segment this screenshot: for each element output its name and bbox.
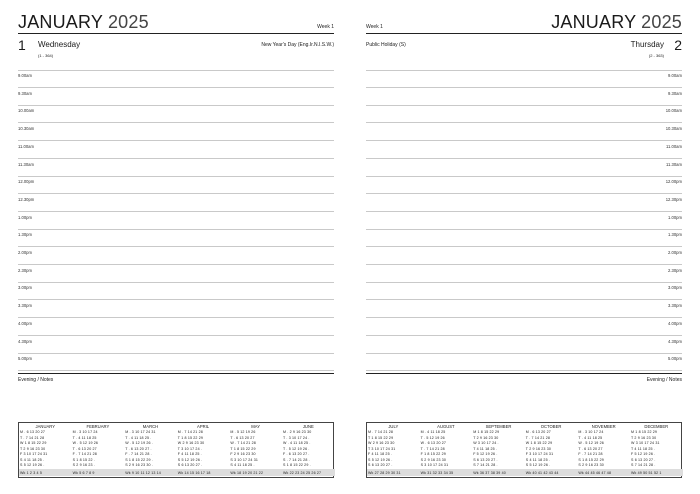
time-slot-line[interactable] [366,246,682,247]
time-slot-line[interactable] [18,211,334,212]
mini-month-name: FEBRUARY [86,424,110,429]
mini-month-week-row: F 4 11 18 25 . [368,452,393,456]
mini-month-week-row: T 4 11 18 25 . [473,446,498,451]
time-slot-line[interactable] [18,176,334,177]
time-slot-line[interactable] [366,122,682,123]
mini-month-week-row: F . 6 13 20 27 . [283,452,310,456]
mini-month-week-row: S 7 14 21 28 . [631,463,656,467]
mini-month-week-row: M . 4 11 18 25 [420,430,446,434]
week-number-row [72,469,125,476]
mini-month [124,423,177,478]
mini-month-name: MARCH [142,424,159,429]
time-label: 3.00pm [18,285,32,291]
mini-month-week-row: M . 2 9 16 23 30 [283,430,312,434]
time-slot-line[interactable] [366,353,682,354]
mini-month-name: NOVEMBER [591,424,616,429]
week-number-row [177,469,230,476]
header-rule [18,33,334,34]
day-name: Wednesday [38,40,81,49]
time-slot-line[interactable] [18,87,334,88]
week-number-row [124,469,177,476]
mini-month-week-row: S 5 12 19 26 . [177,457,203,462]
week-numbers: Wk 31 32 33 34 35 [420,470,454,475]
week-number-row [577,469,630,476]
mini-month-week-row: S 6 13 20 27 . [473,457,498,462]
day-sequence: (1 - 364) [38,53,54,58]
time-label: 2.30pm [668,267,682,273]
mini-month-week-row: S 5 12 19 26 . [20,463,45,467]
time-slot-line[interactable] [366,193,682,194]
time-label: 12.00pm [18,179,35,185]
mini-month-week-row: M . 3 10 17 24 31 [125,430,156,434]
time-label: 4.30pm [668,338,682,344]
year-planner-calendar [366,422,682,478]
day-name: Thursday [630,40,664,49]
day-number: 2 [674,37,682,53]
mini-month-week-row: T 1 8 15 22 29 [368,435,394,440]
evening-rule [366,373,682,374]
week-numbers: Wk 36 37 38 39 40 [473,470,506,475]
mini-month [177,423,230,478]
week-numbers: Wk 1 2 3 4 5 [20,470,42,475]
mini-month-week-row: T . 3 10 17 24 . [283,435,310,440]
time-slot-line[interactable] [366,370,682,371]
mini-month-week-row: W 1 8 15 22 29 [525,441,553,445]
mini-month-week-row: F 5 12 19 26 . [631,452,656,456]
mini-month-week-row: S 4 11 18 25 . [230,463,255,467]
mini-month-week-row: S 1 8 15 22 29 [578,457,604,462]
mini-month-week-row: S 1 8 15 22 29 . [125,457,153,462]
time-label: 11.00am [666,143,682,149]
time-slot-line[interactable] [366,264,682,265]
month-year-heading [551,12,682,33]
time-slot-line[interactable] [366,158,682,159]
time-slot-line[interactable] [366,282,682,283]
time-label: 12.30pm [18,196,35,202]
mini-month-week-row: T 1 8 15 22 29 [177,435,204,440]
time-slot-line[interactable] [366,317,682,318]
mini-month [282,423,335,478]
mini-month-week-row: T 2 9 16 23 30 [20,446,46,451]
right-page [366,0,682,494]
mini-month-name: APRIL [197,424,210,429]
mini-month [525,423,578,478]
mini-month-week-row: S 5 12 19 26 . [525,463,551,467]
mini-month-week-row: S 6 13 20 27 . [631,457,656,462]
week-numbers: Wk 44 45 46 47 48 [578,470,612,475]
mini-month-week-row: S 6 13 20 27 . [368,463,393,467]
week-label: Week 1 [317,24,334,30]
time-label: 10.30am [18,126,35,132]
mini-month [367,423,420,478]
day-number: 1 [18,37,26,53]
time-label: 9.00am [18,73,32,78]
time-label: 9.30am [668,90,682,96]
time-label: 12.30pm [665,196,682,202]
year-planner-calendar [18,422,334,478]
mini-month-week-row: S 3 10 17 24 31 [420,463,449,467]
mini-month-week-row: S 5 12 19 26 . [368,457,393,462]
mini-month-week-row: S 6 13 20 27 . [177,463,203,467]
mini-month-week-row: W 3 10 17 24 . [473,441,499,445]
mini-month-week-row: T . 7 14 21 28 [20,435,45,440]
mini-month-week-row: F . 7 14 21 28 [72,452,97,456]
mini-month-week-row: S 4 11 18 25 . [525,457,551,462]
mini-month-week-row: T 1 8 15 22 29 [230,446,256,451]
mini-month-week-row: T . 4 11 18 25 [72,435,97,440]
time-label: 1.00pm [668,214,682,220]
time-label: 9.30am [18,90,32,96]
week-numbers: Wk 22 23 24 25 26 27 [283,470,322,475]
mini-month-week-row: M . 7 14 21 28 [368,430,394,434]
month-year-heading [18,12,149,33]
time-label: 11.30am [666,161,682,167]
mini-month-week-row: W 1 8 15 22 29 [20,441,47,445]
time-label: 3.30pm [668,303,682,309]
time-label: 1.00pm [18,214,32,220]
week-number-row [630,469,683,476]
mini-month-week-row: T . 5 12 19 26 . [283,446,310,451]
time-slot-line[interactable] [366,176,682,177]
time-label: 11.00am [18,143,34,149]
mini-month-week-row: M . 5 12 19 26 [230,430,256,434]
day-sequence: (2 - 363) [648,53,664,58]
mini-month-week-row: W 2 9 16 23 30 [177,441,205,445]
mini-month-week-row: M . 3 10 17 24 [72,430,98,434]
mini-month-week-row: T . 4 11 18 25 [578,435,603,440]
mini-month-week-row: M 1 8 15 22 29 [631,430,658,434]
mini-month-week-row: S . 7 14 21 28 . [283,457,310,462]
time-label: 9.00am [668,73,682,78]
mini-month [630,423,683,478]
mini-month-week-row: W 2 9 16 23 30 [368,441,395,445]
mini-month [577,423,630,478]
time-slot-line[interactable] [366,140,682,141]
mini-month-week-row: T . 5 12 19 26 [420,435,445,440]
time-label: 2.00pm [668,250,682,255]
mini-month-week-row: T . 6 13 20 27 [230,435,255,440]
mini-month-week-row: T 2 9 16 23 30 [631,435,657,440]
week-number-row [472,469,525,476]
time-slot-line[interactable] [366,87,682,88]
mini-month-week-row: T 2 9 16 23 30 [525,446,552,451]
mini-month [229,423,282,478]
mini-month-week-row: M . 6 13 20 27 [525,430,551,434]
mini-month-name: AUGUST [437,424,455,429]
header-rule [366,33,682,34]
time-label: 1.30pm [668,232,682,238]
time-slot-line[interactable] [366,229,682,230]
time-label: 3.00pm [668,285,682,291]
time-label: 2.00pm [18,250,32,255]
mini-month-week-row: W . 5 12 19 26 [72,441,99,445]
mini-month-name: MAY [251,424,261,429]
week-numbers: Wk 5 6 7 8 9 [72,470,95,475]
mini-month-name: JANUARY [35,424,56,429]
mini-month-week-row: M 1 8 15 22 29 [473,430,500,434]
mini-month-week-row: W . 4 11 18 25 . [283,441,311,445]
time-slot-line[interactable] [18,229,334,230]
time-label: 4.30pm [18,338,32,344]
year-label: 2025 [107,12,149,32]
time-slot-line[interactable] [18,299,334,300]
time-slot-line[interactable] [18,335,334,336]
mini-month-week-row: T . 7 14 21 28 [420,446,445,451]
mini-month-week-row: T . 7 14 21 28 [525,435,551,440]
mini-month-week-row: F . 7 14 21 28 . [125,452,152,456]
time-slot-line[interactable] [366,105,682,106]
week-numbers: Wk 14 15 16 17 18 [177,470,211,475]
mini-month-name: JUNE [302,424,314,429]
week-numbers: Wk 27 28 29 30 31 [368,470,401,475]
time-slot-line[interactable] [366,70,682,71]
holiday-label: Public Holiday (S) [366,42,406,48]
time-label: 2.30pm [18,267,32,273]
month-label: JANUARY [551,12,636,32]
time-label: 12.00pm [665,179,682,185]
evening-rule [18,373,334,374]
time-label: 10.00am [18,108,35,114]
mini-month-week-row: S 2 9 16 23 . [72,463,95,467]
time-label: 5.00pm [668,356,682,362]
time-slot-line[interactable] [366,335,682,336]
mini-month-name: JULY [388,424,399,429]
mini-month [420,423,473,478]
time-slot-line[interactable] [18,353,334,354]
time-label: 3.30pm [18,303,32,309]
time-slot-line[interactable] [18,246,334,247]
time-label: 4.00pm [668,320,682,326]
week-numbers: Wk 40 41 42 43 44 [525,470,559,475]
mini-month-week-row: T 4 11 18 25 . [631,446,655,451]
time-slot-line[interactable] [18,122,334,123]
mini-month-name: DECEMBER [644,424,669,429]
time-label: 11.30am [18,161,34,167]
evening-notes-label: Evening / Notes [646,377,682,383]
time-slot-line[interactable] [18,140,334,141]
mini-month-week-row: S 3 10 17 24 31 [230,457,259,462]
week-number-row [19,469,72,476]
week-numbers: Wk 9 10 11 12 13 14 [125,470,161,475]
mini-month-week-row: S 1 8 15 22 29 . [283,463,311,467]
time-slot-line[interactable] [18,317,334,318]
mini-month-week-row: F 3 10 17 24 31 [525,452,554,456]
mini-month-week-row: M . 6 13 20 27 [20,430,46,434]
month-label: JANUARY [18,12,103,32]
week-numbers: Wk 49 50 51 52 1 [631,470,662,475]
mini-month-week-row: F . 7 14 21 28 [578,452,603,456]
mini-month-week-row: W 3 10 17 24 31 [631,441,660,445]
time-slot-line[interactable] [18,264,334,265]
week-numbers: Wk 18 19 20 21 22 [230,470,264,475]
mini-month-week-row: M . 7 14 21 28 [177,430,203,434]
mini-month-week-row: S 1 8 15 22 . [72,457,95,462]
mini-month-week-row: W . 5 12 19 26 [578,441,604,445]
mini-month-week-row: T 3 10 17 24 . [177,446,203,451]
year-label: 2025 [641,12,682,32]
mini-month-name: OCTOBER [540,424,562,429]
week-number-row [420,469,473,476]
mini-month-week-row: T 3 10 17 24 31 [368,446,396,451]
time-slot-line[interactable] [18,105,334,106]
time-label: 10.00am [665,108,682,114]
mini-month-week-row: S 4 11 18 25 . [20,457,45,462]
mini-month-week-row: F 5 12 19 26 . [473,452,498,456]
time-slot-line[interactable] [18,282,334,283]
left-page [18,0,334,494]
week-label: Week 1 [366,24,383,30]
mini-month-week-row: W . 6 13 20 27 [420,441,447,445]
mini-month-week-row: F 1 8 15 22 29 [420,452,446,456]
time-label: 5.00pm [18,356,32,362]
mini-month-week-row: M . 3 10 17 24 [578,430,604,434]
mini-month-name: SEPTEMBER [485,424,512,429]
time-slot-line[interactable] [18,370,334,371]
time-slot-line[interactable] [18,70,334,71]
mini-month-week-row: F 4 11 18 25 . [177,452,202,456]
mini-month-week-row: F 2 9 16 23 30 [230,452,256,456]
mini-month-week-row: S 2 9 16 23 30 [420,457,447,462]
time-slot-line[interactable] [366,299,682,300]
evening-notes-label: Evening / Notes [18,377,54,383]
mini-month-week-row: T . 6 13 20 27 [72,446,97,451]
time-slot-line[interactable] [18,193,334,194]
mini-month-week-row: S 7 14 21 28 . [473,463,498,467]
mini-month-week-row: W . 7 14 21 28 [230,441,256,445]
mini-month [19,423,72,478]
mini-month-week-row: T . 6 13 20 27 [578,446,603,451]
mini-month-week-row: S 2 9 16 23 30 . [125,463,153,467]
time-label: 1.30pm [18,232,32,238]
week-number-row [229,469,282,476]
week-number-row [367,469,420,476]
time-label: 10.30am [665,126,682,132]
holiday-label: New Year's Day (Eng.Ir.N.I.S.W.) [261,42,334,48]
week-number-row [525,469,578,476]
mini-month [472,423,525,478]
mini-month-week-row: T . 4 11 18 25 . [125,435,152,440]
mini-month-week-row: W . 5 12 19 26 . [125,441,153,445]
mini-month-week-row: T . 6 13 20 27 . [125,446,152,451]
mini-month [72,423,125,478]
time-slot-line[interactable] [18,158,334,159]
time-slot-line[interactable] [366,211,682,212]
time-label: 4.00pm [18,320,32,326]
mini-month-week-row: T 2 9 16 23 30 [473,435,499,440]
mini-month-week-row: F 3 10 17 24 31 [20,452,48,456]
mini-month-week-row: S 2 9 16 23 30 [578,463,604,467]
week-number-row [282,469,335,476]
